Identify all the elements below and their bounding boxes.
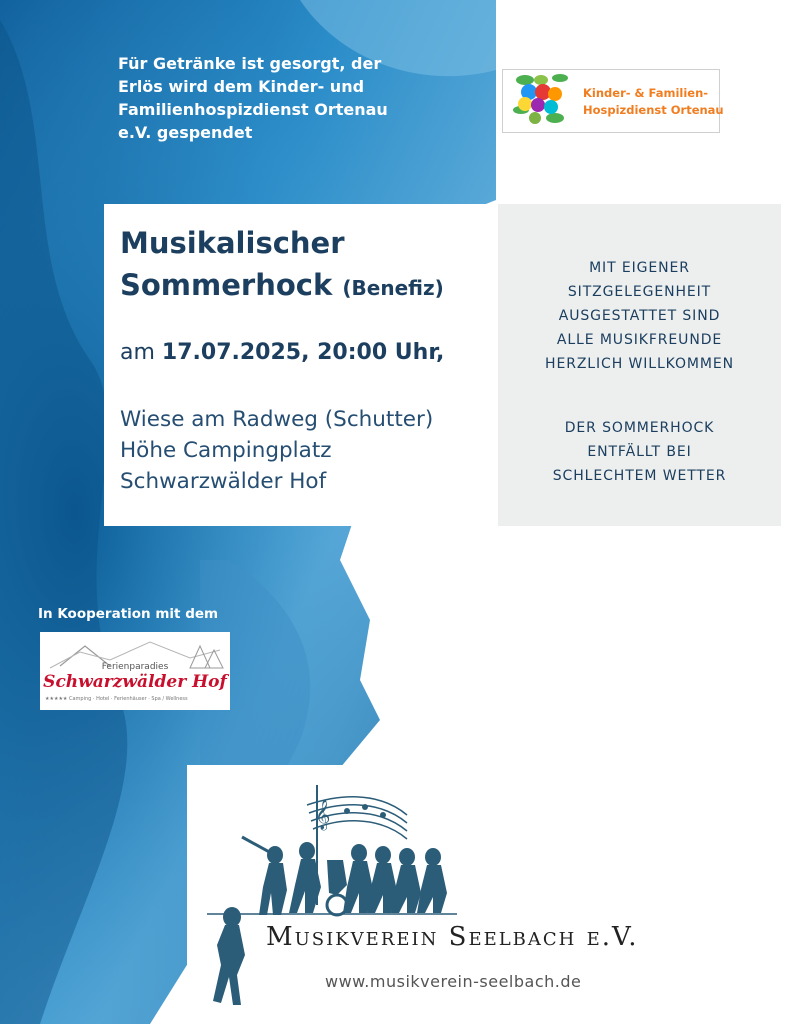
event-location bbox=[120, 404, 433, 497]
welcome-line: AUSGESTATTET SIND bbox=[558, 308, 721, 324]
event-title bbox=[120, 222, 444, 309]
weather-note bbox=[498, 416, 781, 488]
drinks-donation-note: Für Getränke ist gesorgt, der Erlös wird dem Kinder- und Familienhospizdienst Ortenau e.V. gespendet bbox=[118, 54, 388, 142]
hof-logo-line3: ★★★★★ Camping · Hotel · Ferienhäuser · Spa / Wellness bbox=[45, 696, 188, 702]
event-date bbox=[120, 340, 444, 365]
event-date-prefix: am bbox=[120, 340, 155, 365]
hospiz-logo-line1: Kinder- & Familien- bbox=[583, 86, 709, 100]
hof-logo-line1: Ferienparadies bbox=[101, 662, 169, 672]
event-title-suffix: (Benefiz) bbox=[342, 276, 444, 300]
schwarzwaelder-hof-logo bbox=[40, 632, 230, 710]
welcome-line: SITZGELEGENHEIT bbox=[567, 284, 712, 300]
org-website-link[interactable]: www.musikverein-seelbach.de bbox=[325, 972, 582, 991]
event-location-line1: Wiese am Radweg (Schutter) bbox=[120, 407, 434, 432]
event-title-line2: Sommerhock bbox=[120, 268, 333, 302]
svg-text:𝄞: 𝄞 bbox=[315, 800, 331, 830]
event-date-value: 17.07.2025, 20:00 Uhr, bbox=[161, 340, 445, 365]
turtle-logo-icon bbox=[505, 70, 575, 132]
hospiz-logo-line2: Hospizdienst Ortenau bbox=[583, 103, 724, 117]
weather-line: ENTFÄLLT BEI bbox=[587, 444, 692, 460]
welcome-line: MIT EIGENER bbox=[589, 260, 690, 276]
event-location-line3: Schwarzwälder Hof bbox=[120, 469, 327, 494]
weather-line: DER SOMMERHOCK bbox=[564, 420, 715, 436]
weather-line: SCHLECHTEM WETTER bbox=[552, 468, 727, 484]
org-name: Musikverein Seelbach e.V. bbox=[266, 922, 639, 952]
event-details-box bbox=[104, 204, 498, 526]
welcome-line: ALLE MUSIKFREUNDE bbox=[556, 332, 723, 348]
welcome-note bbox=[498, 256, 781, 376]
hof-logo-line2: Schwarzwälder Hof bbox=[43, 672, 227, 692]
welcome-line: HERZLICH WILLKOMMEN bbox=[545, 356, 734, 372]
event-location-line2: Höhe Campingplatz bbox=[120, 438, 332, 463]
event-title-line1: Musikalischer bbox=[120, 226, 345, 260]
cooperation-label: In Kooperation mit dem bbox=[38, 606, 219, 622]
info-box bbox=[498, 204, 781, 526]
hospiz-logo bbox=[502, 69, 724, 133]
